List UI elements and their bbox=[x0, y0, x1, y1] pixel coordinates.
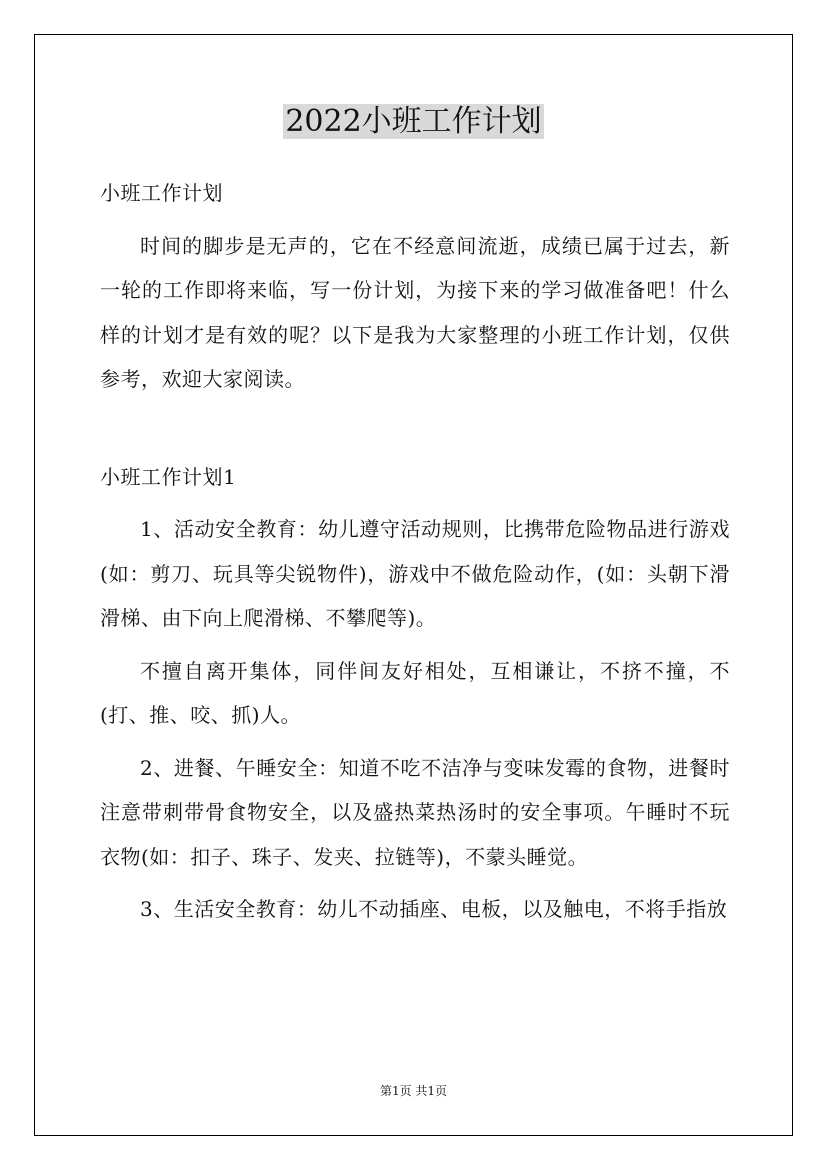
document-title bbox=[0, 100, 827, 144]
paragraph-activity-safety: 1、活动安全教育：幼儿遵守活动规则，比携带危险物品进行游戏(如：剪刀、玩具等尖锐物件)，游戏中不做危险动作，(如：头朝下滑滑梯、由下向上爬滑梯、不攀爬等)。 bbox=[100, 517, 730, 630]
intro-paragraph: 时间的脚步是无声的，它在不经意间流逝，成绩已属于过去，新一轮的工作即将来临，写一份计划，为接下来的学习做准备吧！什么样的计划才是有效的呢？以下是我为大家整理的小班工作计划，仅供参考，欢迎大家阅读。 bbox=[100, 233, 730, 391]
section-heading-intro: 小班工作计划 bbox=[100, 181, 223, 205]
document-title-text: 2022小班工作计划 bbox=[285, 104, 542, 139]
paragraph-group-behavior: 不擅自离开集体，同伴间友好相处，互相谦让，不挤不撞，不(打、推、咬、抓)人。 bbox=[100, 658, 730, 727]
page-footer: 第1页 共1页 bbox=[379, 1084, 448, 1098]
paragraph-life-safety: 3、生活安全教育：幼儿不动插座、电板，以及触电，不将手指放 bbox=[140, 897, 728, 921]
section-heading-plan-1: 小班工作计划1 bbox=[100, 464, 237, 489]
document-body bbox=[100, 171, 730, 940]
paragraph-meal-nap-safety: 2、进餐、午睡安全：知道不吃不洁净与变味发霉的食物，进餐时注意带刺带骨食物安全，以及盛热菜热汤时的安全事项。午睡时不玩衣物(如：扣子、珠子、发夹、拉链等)，不蒙头睡觉。 bbox=[100, 755, 730, 869]
